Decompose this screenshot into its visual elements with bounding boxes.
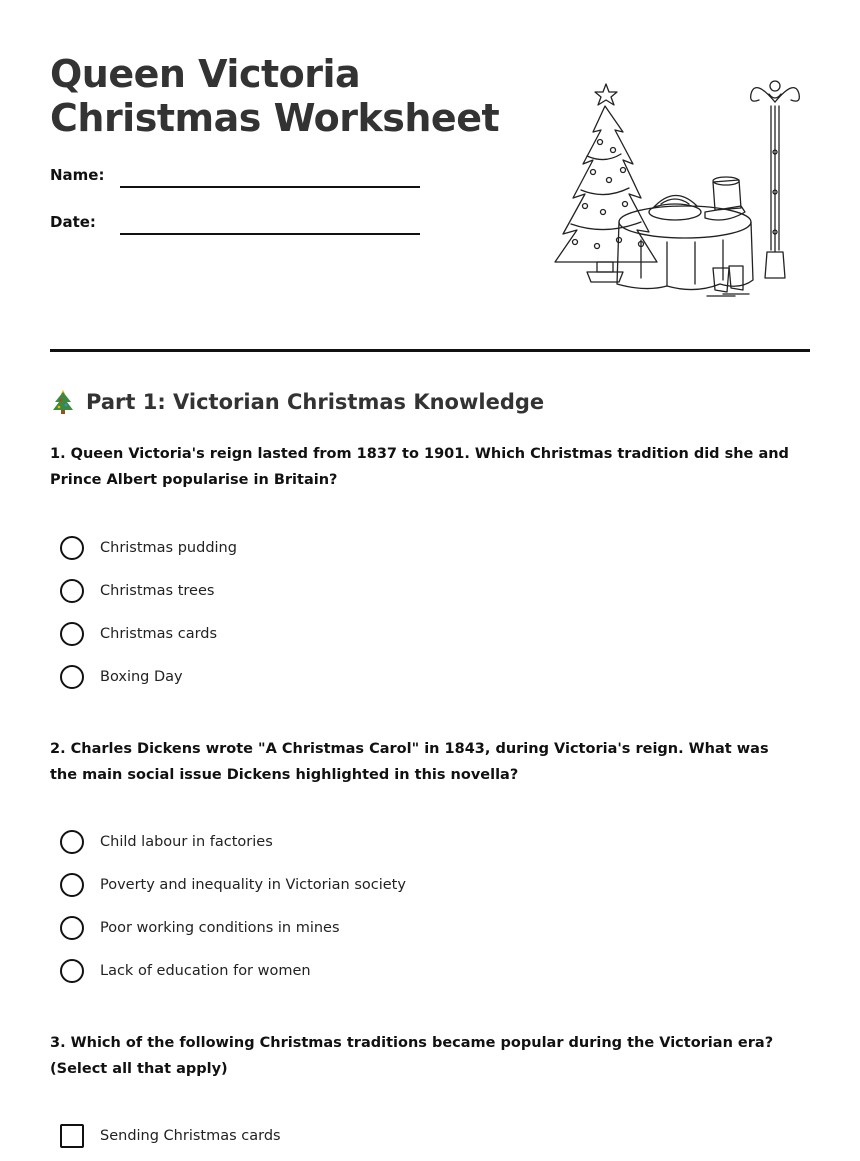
lamp-post-drawing [751, 81, 800, 278]
option-label: Christmas pudding [100, 540, 237, 556]
q1-option-3[interactable] [60, 622, 217, 646]
option-label: Sending Christmas cards [100, 1128, 281, 1144]
radio-button[interactable] [60, 916, 84, 940]
option-label: Child labour in factories [100, 834, 273, 850]
christmas-tree-icon [50, 388, 76, 416]
date-field[interactable] [120, 233, 420, 235]
option-label: Poor working conditions in mines [100, 920, 340, 936]
option-label: Lack of education for women [100, 963, 311, 979]
question-2: 2. Charles Dickens wrote "A Christmas Carol" in 1843, during Victoria's reign. What was the main social issue Dickens highlighted in this novella? [50, 741, 769, 783]
q1-option-2[interactable] [60, 579, 214, 603]
option-label: Poverty and inequality in Victorian society [100, 877, 406, 893]
date-label: Date: [50, 213, 96, 231]
radio-button[interactable] [60, 579, 84, 603]
victorian-christmas-scene-icon [545, 72, 815, 312]
option-label: Boxing Day [100, 669, 183, 685]
q3-option-1[interactable] [60, 1124, 281, 1148]
radio-button[interactable] [60, 830, 84, 854]
radio-button[interactable] [60, 873, 84, 897]
q2-option-4[interactable] [60, 959, 311, 983]
name-label: Name: [50, 166, 105, 184]
header-divider [50, 349, 810, 352]
radio-button[interactable] [60, 959, 84, 983]
name-field[interactable] [120, 186, 420, 188]
q1-option-4[interactable] [60, 665, 183, 689]
q2-option-1[interactable] [60, 830, 273, 854]
radio-button[interactable] [60, 665, 84, 689]
section-heading [50, 388, 544, 416]
radio-button[interactable] [60, 622, 84, 646]
q2-option-3[interactable] [60, 916, 340, 940]
title-line-1: Queen Victoria [50, 52, 361, 96]
page-title [50, 52, 499, 140]
q1-option-1[interactable] [60, 536, 237, 560]
option-label: Christmas trees [100, 583, 215, 599]
christmas-tree-drawing [555, 84, 657, 282]
skates-drawing [707, 266, 749, 296]
q2-option-2[interactable] [60, 873, 406, 897]
option-label: Christmas cards [100, 626, 218, 642]
radio-button[interactable] [60, 536, 84, 560]
section-title: Part 1: Victorian Christmas Knowledge [86, 390, 545, 414]
question-3: 3. Which of the following Christmas traditions became popular during the Victorian era? (Select all that apply) [50, 1035, 774, 1077]
question-1: 1. Queen Victoria's reign lasted from 1837 to 1901. Which Christmas tradition did she and Prince Albert popularise in Britain? [50, 446, 789, 488]
checkbox[interactable] [60, 1124, 84, 1148]
title-line-2: Christmas Worksheet [50, 96, 500, 140]
table-drawing [617, 177, 753, 290]
